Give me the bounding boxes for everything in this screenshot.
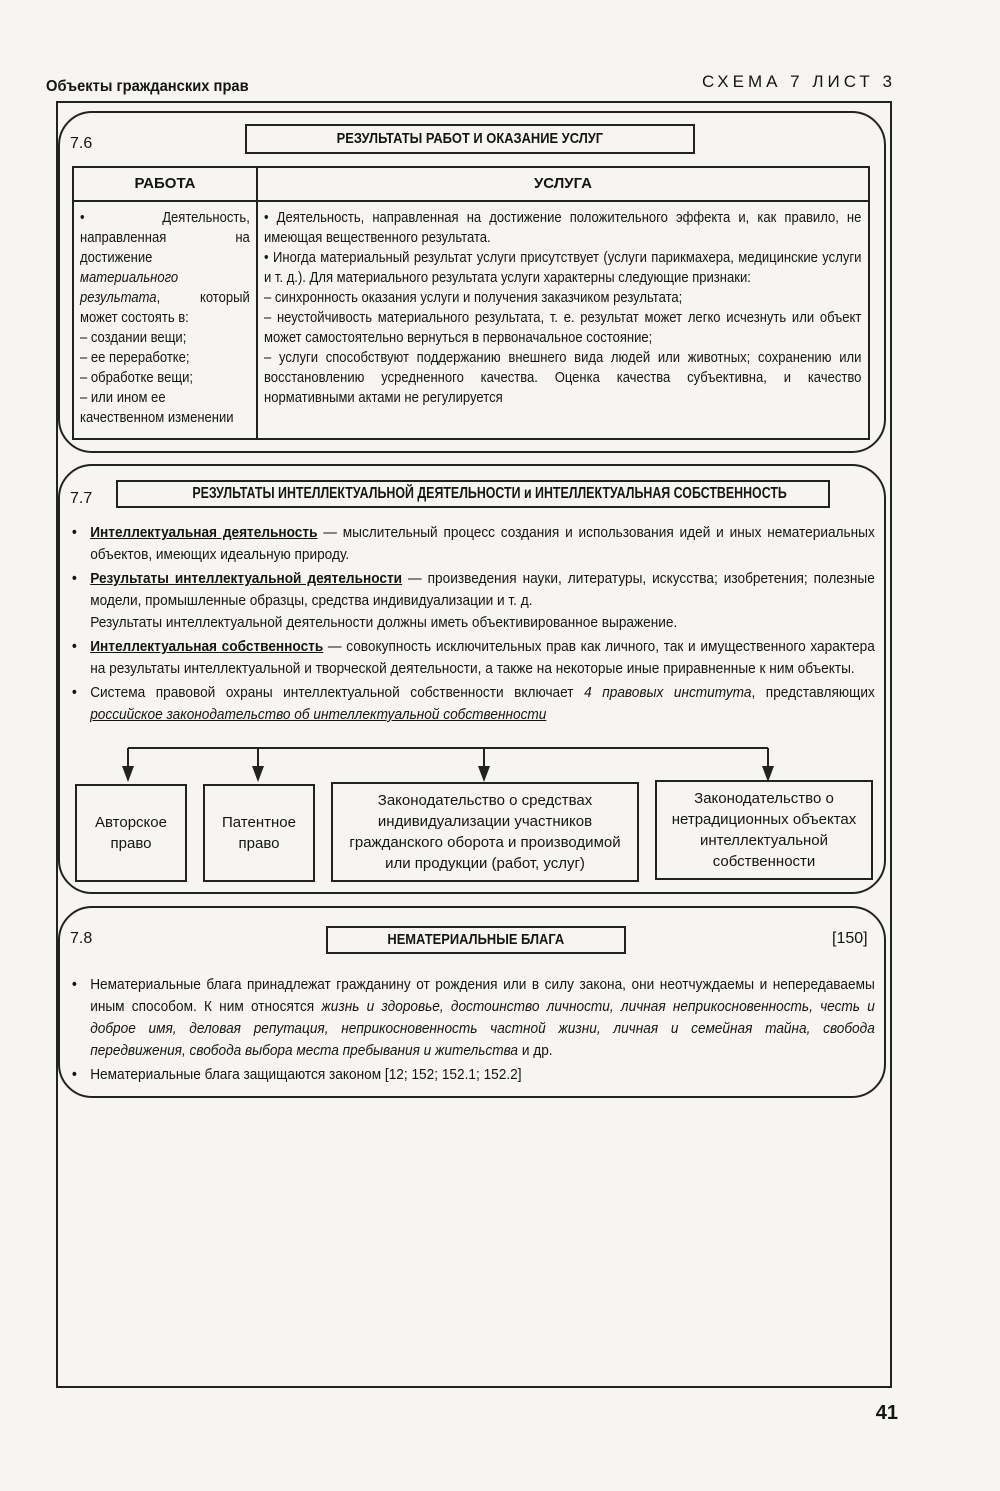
section-title: [326, 926, 626, 954]
header-title: Объекты гражданских прав: [46, 78, 249, 95]
section-title-text: НЕМАТЕРИАЛЬНЫЕ БЛАГА: [387, 931, 565, 948]
column-header-work: РАБОТА: [73, 167, 257, 201]
bullet-item: • Интеллектуальная собственность — совокупность исключительных прав как личного, так и имущественного характера на результаты интеллектуальной и творческой деятельности, а также на некоторые иные приравненные к ним объекты.: [72, 636, 875, 680]
work-item: – или ином ее качественном изменении: [80, 390, 234, 426]
section-title-text: РЕЗУЛЬТАТЫ РАБОТ И ОКАЗАНИЕ УСЛУГ: [336, 130, 604, 147]
section-title-text: РЕЗУЛЬТАТЫ ИНТЕЛЛЕКТУАЛЬНОЙ ДЕЯТЕЛЬНОСТИ и ИНТЕЛЛЕКТУАЛЬНАЯ СОБСТВЕННОСТЬ: [192, 485, 787, 502]
institute-box-individualization: Законодательство о средствах индивидуализации участников гражданского оборота и производимой или продукции (работ, услуг): [331, 782, 639, 882]
bullet-item: • Интеллектуальная деятельность — мыслительный процесс создания и использования идей и иных нематериальных объектов, имеющих идеальную природу.: [72, 522, 875, 566]
reference-number: [150]: [832, 930, 868, 947]
service-paragraph: • Иногда материальный результат услуги присутствует (услуги парикмахера, медицинские услуги и т. д.). Для материального результата услуги характерны следующие признаки:: [264, 250, 862, 286]
institute-box-nontraditional: Законодательство о нетрадиционных объектах интеллектуальной собственности: [655, 780, 873, 880]
institute-box-patent: Патентное право: [203, 784, 315, 882]
section-number: 7.8: [70, 930, 93, 947]
page-number: 41: [875, 1402, 898, 1424]
work-item: – обработке вещи;: [80, 370, 193, 386]
section-number: 7.6: [70, 135, 93, 152]
work-item: – создании вещи;: [80, 330, 187, 346]
service-paragraph: • Деятельность, направленная на достижение положительного эффекта и, как правило, не имеющая вещественного результата.: [264, 210, 862, 246]
institute-box-copyright: Авторское право: [75, 784, 187, 882]
service-paragraph: – неустойчивость материального результата, т. е. результат может легко исчезнуть или объект может самостоятельно вернуться в первоначальное состояние;: [264, 310, 862, 346]
work-definition: • Деятельность, направленная на достижение материального результата, который может состоять в:: [80, 210, 250, 326]
section-number: 7.7: [70, 490, 93, 507]
column-header-service: УСЛУГА: [257, 167, 869, 201]
header-scheme: СХЕМА 7 ЛИСТ 3: [701, 72, 896, 91]
intangible-bullets: [72, 974, 874, 1088]
bullet-item: • Система правовой охраны интеллектуальной собственности включает 4 правовых института, представляющих российское законодательство об интеллектуальной собственности: [72, 682, 875, 726]
bullet-item: • Нематериальные блага защищаются законом [12; 152; 152.1; 152.2]: [72, 1064, 875, 1086]
service-paragraph: – услуги способствуют поддержанию внешнего вида людей или животных; сохранению или восстановлению усредненного качества. Оценка качества субъективна, и качество нормативными актами не регулируется: [264, 350, 862, 406]
bullet-item: • Нематериальные блага принадлежат гражданину от рождения или в силу закона, они неотчуждаемы и непередаваемы иным способом. К ним относятся жизнь и здоровье, достоинство личности, личная неприкосновенность, честь и доброе имя, деловая репутация, неприкосновенность частной жизни, личная и семейная тайна, свобода передвижения, свобода выбора места пребывания и жительства и др.: [72, 974, 875, 1062]
bullet-item: • Результаты интеллектуальной деятельности — произведения науки, литературы, искусства; изобретения; полезные модели, промышленные образцы, средства индивидуализации и т. д. Результаты интеллектуальной деятельности должны иметь объективированное выражение.: [72, 568, 875, 634]
service-paragraph: – синхронность оказания услуги и получения заказчиком результата;: [264, 290, 683, 306]
work-item: – ее переработке;: [80, 350, 190, 366]
